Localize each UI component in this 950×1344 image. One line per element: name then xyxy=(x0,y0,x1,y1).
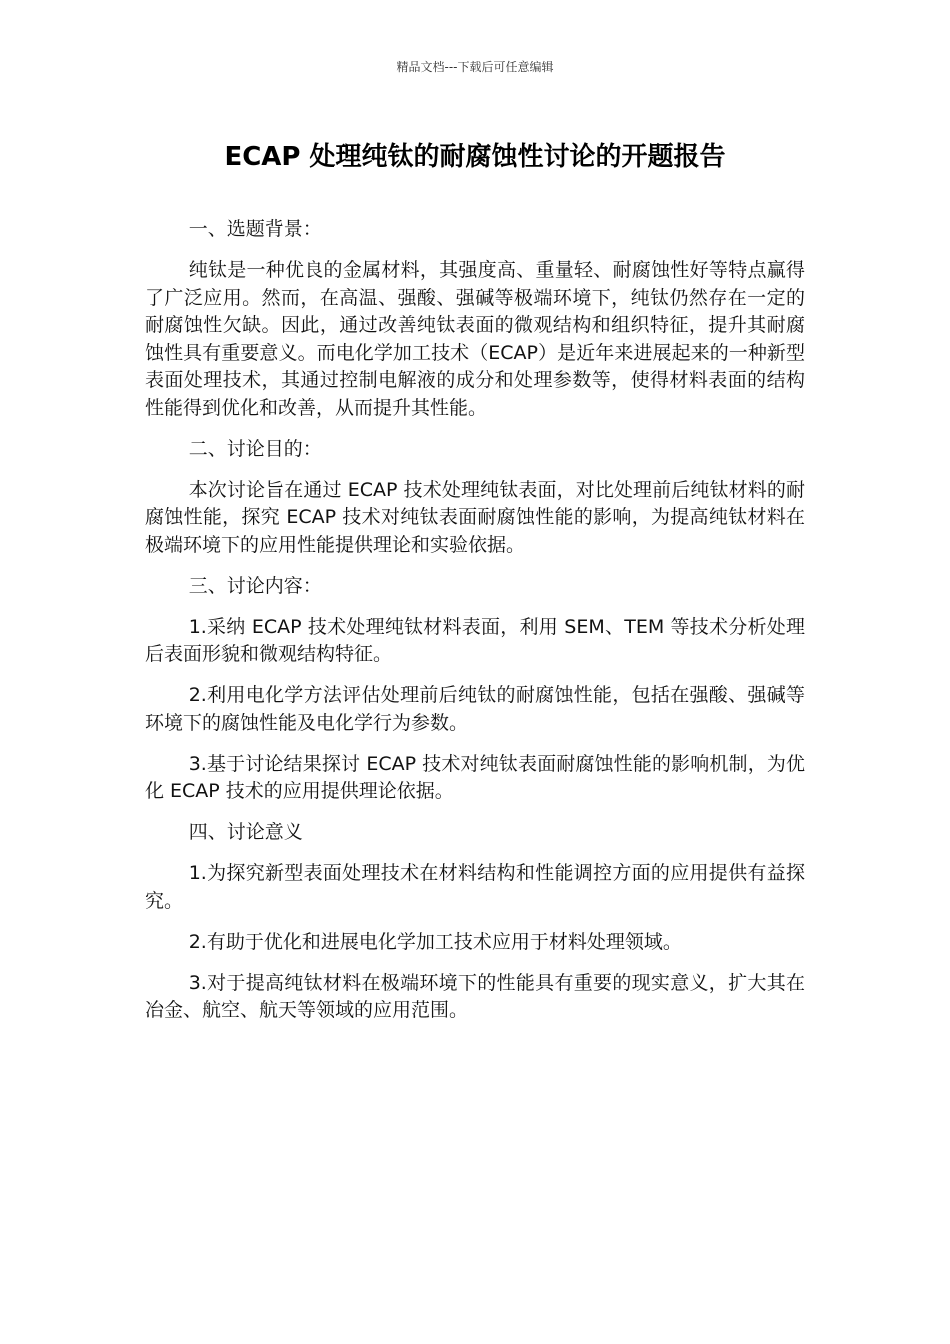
section-heading-content: 三、讨论内容： xyxy=(188,574,322,597)
document-title: ECAP 处理纯钛的耐腐蚀性讨论的开题报告 xyxy=(224,142,726,172)
document-body xyxy=(145,216,805,1038)
purpose-paragraph: 本次讨论旨在通过 ECAP 技术处理纯钛表面，对比处理前后纯钛材料的耐腐蚀性能，探究 ECAP 技术对纯钛表面耐腐蚀性能的影响，为提高纯钛材料在极端环境下的应用性能提供理论和实验依据。 xyxy=(145,478,805,556)
header-note: 精品文档---下载后可任意编辑 xyxy=(396,60,554,74)
content-item: 3.基于讨论结果探讨 ECAP 技术对纯钛表面耐腐蚀性能的影响机制，为优化 ECAP 技术的应用提供理论依据。 xyxy=(145,752,805,802)
section-heading-purpose: 二、讨论目的： xyxy=(188,437,322,460)
content-item: 1.采纳 ECAP 技术处理纯钛材料表面，利用 SEM、TEM 等技术分析处理后表面形貌和微观结构特征。 xyxy=(145,615,805,665)
section-heading-background: 一、选题背景： xyxy=(188,218,322,240)
content-item: 2.利用电化学方法评估处理前后纯钛的耐腐蚀性能，包括在强酸、强碱等环境下的腐蚀性能及电化学行为参数。 xyxy=(145,684,805,734)
background-paragraph: 纯钛是一种优良的金属材料，其强度高、重量轻、耐腐蚀性好等特点赢得了广泛应用。然而，在高温、强酸、强碱等极端环境下，纯钛仍然存在一定的耐腐蚀性欠缺。因此，通过改善纯钛表面的微观结构和组织特征，提升其耐腐蚀性具有重要意义。而电化学加工技术（ECAP）是近年来进展起来的一种新型表面处理技术，其通过控制电解液的成分和处理参数等，使得材料表面的结构性能得到优化和改善，从而提升其性能。 xyxy=(145,259,805,419)
section-heading-significance: 四、讨论意义 xyxy=(188,821,303,843)
significance-item: 3.对于提高纯钛材料在极端环境下的性能具有重要的现实意义，扩大其在冶金、航空、航天等领域的应用范围。 xyxy=(145,971,805,1021)
significance-item: 1.为探究新型表面处理技术在材料结构和性能调控方面的应用提供有益探究。 xyxy=(145,862,805,912)
significance-item: 2.有助于优化和进展电化学加工技术应用于材料处理领域。 xyxy=(188,930,682,953)
